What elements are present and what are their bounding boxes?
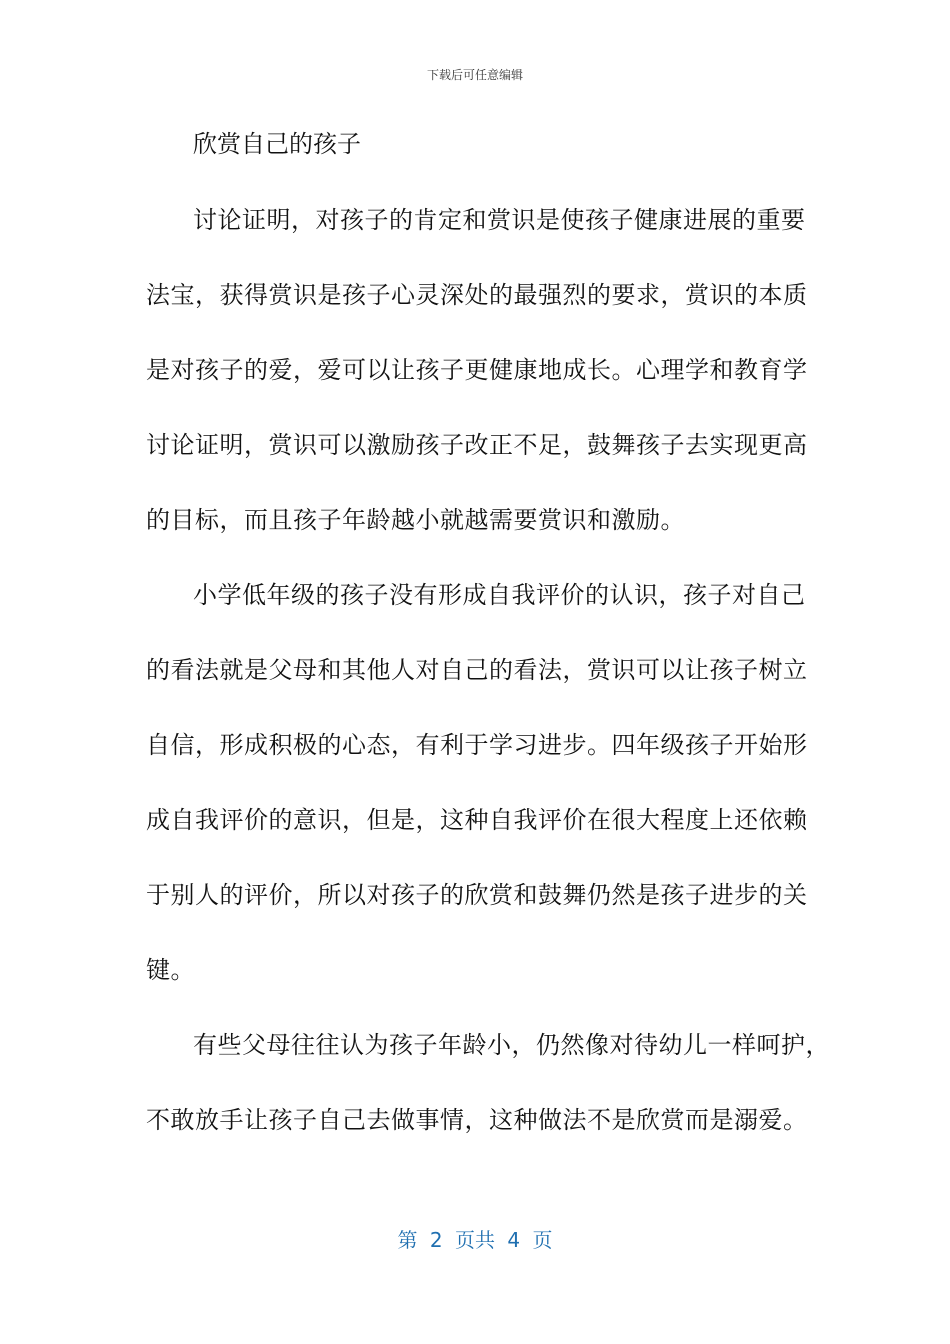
paragraph-1-line-1: 讨论证明，对孩子的肯定和赏识是使孩子健康进展的重要 — [193, 206, 806, 234]
page-footer — [0, 1224, 950, 1253]
paragraph-2-line-6: 键。 — [146, 956, 195, 984]
paragraph-1-line-2: 法宝，获得赏识是孩子心灵深处的最强烈的要求，赏识的本质 — [146, 281, 808, 309]
paragraph-2-line-5: 于别人的评价，所以对孩子的欣赏和鼓舞仍然是孩子进步的关 — [146, 881, 808, 909]
footer-total-pages: 4 — [507, 1228, 521, 1252]
footer-middle: 页共 — [455, 1228, 495, 1252]
footer-prefix: 第 — [397, 1228, 418, 1252]
document-title: 欣赏自己的孩子 — [193, 130, 361, 158]
paragraph-2-line-2: 的看法就是父母和其他人对自己的看法，赏识可以让孩子树立 — [146, 656, 808, 684]
footer-suffix: 页 — [532, 1228, 553, 1252]
paragraph-2-line-3: 自信，形成积极的心态，有利于学习进步。四年级孩子开始形 — [146, 731, 808, 759]
paragraph-1-line-4: 讨论证明，赏识可以激励孩子改正不足，鼓舞孩子去实现更高 — [146, 431, 808, 459]
paragraph-2-line-1: 小学低年级的孩子没有形成自我评价的认识，孩子对自己 — [193, 581, 806, 609]
paragraph-1-line-3: 是对孩子的爱，爱可以让孩子更健康地成长。心理学和教育学 — [146, 356, 808, 384]
paragraph-1-line-5: 的目标，而且孩子年龄越小就越需要赏识和激励。 — [146, 506, 685, 534]
paragraph-3-line-2: 不敢放手让孩子自己去做事情，这种做法不是欣赏而是溺爱。 — [146, 1106, 808, 1134]
paragraph-2-line-4: 成自我评价的意识，但是，这种自我评价在很大程度上还依赖 — [146, 806, 808, 834]
page-header-note: 下载后可任意编辑 — [426, 68, 523, 82]
footer-current-page: 2 — [429, 1228, 443, 1252]
paragraph-3-line-1: 有些父母往往认为孩子年龄小，仍然像对待幼儿一样呵护， — [193, 1031, 830, 1059]
